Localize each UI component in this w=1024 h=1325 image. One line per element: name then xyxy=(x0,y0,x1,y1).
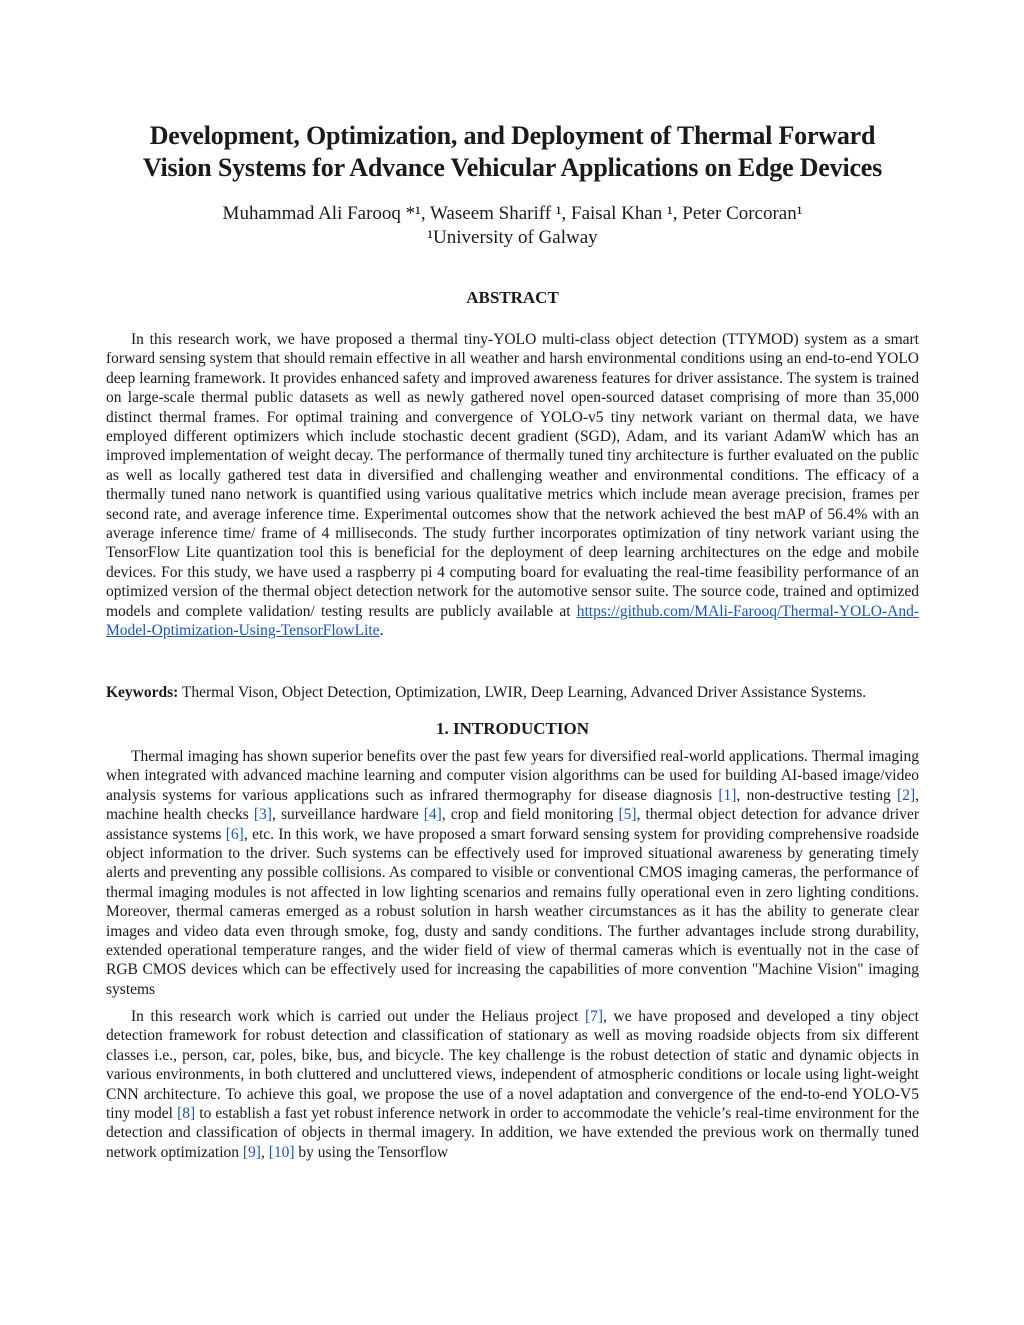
keywords-text: Thermal Vison, Object Detection, Optimization, LWIR, Deep Learning, Advanced Driver Assistance Systems. xyxy=(178,683,867,701)
intro-paragraph-1 xyxy=(106,747,919,999)
citation-link[interactable]: [10] xyxy=(268,1143,295,1161)
intro2-text: , xyxy=(260,1143,269,1161)
intro2-text: to establish a fast yet robust inference network in order to accommodate the vehicle’s real-time environment for the detection and classification of objects in thermal imagery. In addition, we have extended the previous work on thermally tuned network optimization xyxy=(106,1105,919,1161)
citation-link[interactable]: [3] xyxy=(253,806,272,824)
citation-link[interactable]: [4] xyxy=(423,806,442,824)
introduction-heading: 1. INTRODUCTION xyxy=(435,719,590,738)
abstract-paragraph xyxy=(106,330,919,641)
intro1-text: , non-destructive testing xyxy=(736,786,898,804)
citation-link[interactable]: [5] xyxy=(618,806,637,824)
citation-link[interactable]: [9] xyxy=(242,1143,261,1161)
abstract-end: . xyxy=(379,622,384,640)
intro1-text: Thermal imaging has shown superior benefits over the past few years for diversified real-world applications. Thermal imaging when integrated with advanced machine learning and computer vision algorithms can be used for building AI-based image/video analysis systems for various applications such as infrared thermography for disease diagnosis xyxy=(106,748,919,804)
citation-link[interactable]: [6] xyxy=(225,825,244,843)
abstract-text: In this research work, we have proposed a thermal tiny-YOLO multi-class object detection (TTYMOD) system as a smart forward sensing system that should remain effective in all weather and harsh environmental conditions using an end-to-end YOLO deep learning framework. It provides enhanced safety and improved awareness features for driver assistance. The system is trained on large-scale thermal public datasets as well as newly gathered novel open-sourced dataset comprising of more than 35,000 distinct thermal frames. For optimal training and convergence of YOLO-v5 tiny network variant on thermal data, we have employed different optimizers which include stochastic decent gradient (SGD), Adam, and its variant AdamW which has an improved implementation of weight decay. The performance of thermally tuned tiny architecture is further evaluated on the public as well as locally gathered test data in diversified and challenging weather and environmental conditions. The efficacy of a thermally tuned nano network is quantified using various qualitative metrics which include mean average precision, frames per second rate, and average inference time. Experimental outcomes show that the network achieved the best mAP of 56.4% with an average inference time/ frame of 4 milliseconds. The study further incorporates optimization of tiny network variant using the TensorFlow Lite quantization tool this is beneficial for the deployment of deep learning architectures on the edge and mobile devices. For this study, we have used a raspberry pi 4 computing board for evaluating the real-time feasibility performance of an optimized version of the thermal object detection network for the automotive sensor suite. The source code, trained and optimized models and complete validation/ testing results are publicly available at xyxy=(106,331,919,620)
abstract-heading: ABSTRACT xyxy=(466,288,559,307)
intro2-text: In this research work which is carried out under the Heliaus project xyxy=(131,1008,585,1025)
citation-link[interactable]: [8] xyxy=(177,1105,196,1123)
intro1-text: , etc. In this work, we have proposed a smart forward sensing system for providing comprehensive roadside object information to the driver. Such systems can be effectively used for improved situational awareness by generating timely alerts and preventing any possible collisions. As compared to visible or conventional CMOS imaging cameras, the performance of thermal imaging modules is not affected in low lighting scenarios and remains fully operational even in zero lighting conditions. Moreover, thermal cameras emerged as a robust solution in harsh weather circumstances as it has the ability to generate clear images and video data even through smoke, fog, dusty and sandy conditions. The further advantages include strong durability, extended operational temperature ranges, and the wider field of view of thermal cameras which is eventually not in the case of RGB CMOS devices which can be effectively used for increasing the capabilities of more convention "Machine Vision" imaging systems xyxy=(106,825,919,998)
intro2-text: , we have proposed and developed a tiny object detection framework for robust detection and classification of stationary as well as moving roadside objects from six different classes i.e., person, car, poles, bike, bus, and bicycle. The key challenge is the robust detection of static and dynamic objects in various environments, in both cluttered and uncluttered views, independent of atmospheric conditions or locale using light-weight CNN architecture. To achieve this goal, we propose the use of a novel adaptation and convergence of the end-to-end YOLO-V5 tiny model xyxy=(106,1008,919,1123)
github-link[interactable]: https://github.com/MAli-Farooq/Thermal-YOLO-And-Model-Optimization-Using-TensorFlowLite xyxy=(106,602,919,640)
keywords-line xyxy=(106,683,919,702)
intro-paragraph-2 xyxy=(106,1007,919,1162)
intro1-text: , surveillance hardware xyxy=(271,806,424,824)
paper-title xyxy=(106,120,919,184)
title-line-2: Vision Systems for Advance Vehicular Applications on Edge Devices xyxy=(142,153,883,182)
citation-link[interactable]: [7] xyxy=(584,1008,604,1025)
affiliation: ¹University of Galway xyxy=(427,227,598,248)
intro1-text: , thermal object detection for advance driver assistance systems xyxy=(106,806,919,843)
intro2-text: by using the Tensorflow xyxy=(294,1143,449,1161)
intro1-text: , machine health checks xyxy=(106,786,919,824)
citation-link[interactable]: [2] xyxy=(897,786,916,804)
title-line-1: Development, Optimization, and Deployment of Thermal Forward xyxy=(149,121,876,150)
intro1-text: , crop and field monitoring xyxy=(441,806,619,824)
keywords-label: Keywords: xyxy=(106,683,179,701)
citation-link[interactable]: [1] xyxy=(718,786,737,804)
author-list: Muhammad Ali Farooq *¹, Waseem Shariff ¹, Faisal Khan ¹, Peter Corcoran¹ xyxy=(222,203,803,224)
